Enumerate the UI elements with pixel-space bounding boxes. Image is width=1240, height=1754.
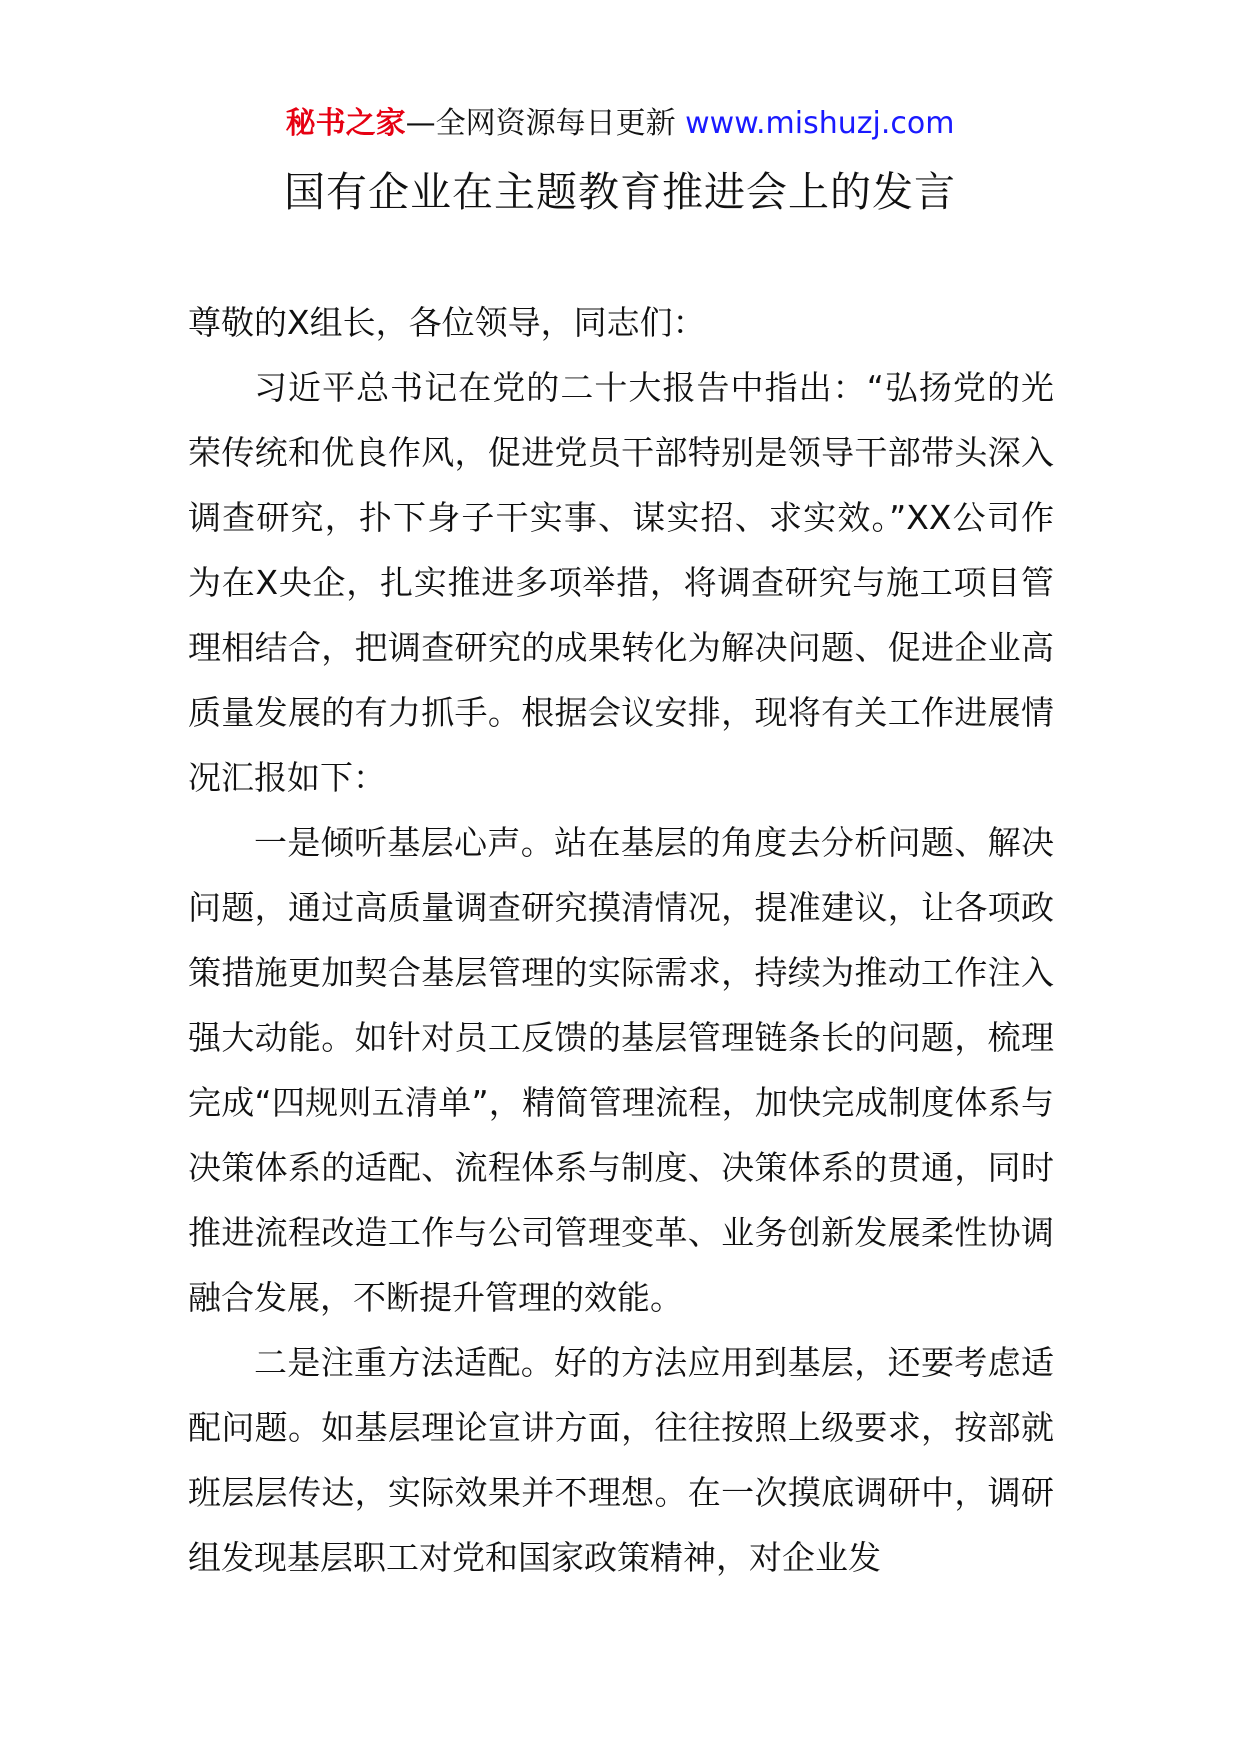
- paragraph-point-two: 二是注重方法适配。好的方法应用到基层，还要考虑适配问题。如基层理论宣讲方面，往往按照上级要求，按部就班层层传达，实际效果并不理想。在一次摸底调研中，调研组发现基层职工对党和国家政策精神，对企业发: [188, 1343, 1054, 1577]
- paragraph-point-one: 一是倾听基层心声。站在基层的角度去分析问题、解决问题，通过高质量调查研究摸清情况，提准建议，让各项政策措施更加契合基层管理的实际需求，持续为推动工作注入强大动能。如针对员工反馈的基层管理链条长的问题，梳理完成“四规则五清单”，精简管理流程，加快完成制度体系与决策体系的适配、流程体系与制度、决策体系的贯通，同时推进流程改造工作与公司管理变革、业务创新发展柔性协调融合发展，不断提升管理的效能。: [188, 823, 1054, 1317]
- document-body: [188, 290, 1054, 1590]
- salutation: 尊敬的X组长，各位领导，同志们：: [188, 303, 706, 342]
- site-url-link[interactable]: www.mishuzj.com: [685, 106, 955, 141]
- site-header: [0, 102, 1240, 146]
- brand-name: 秘书之家: [285, 106, 406, 141]
- paragraph-intro: 习近平总书记在党的二十大报告中指出：“弘扬党的光荣传统和优良作风，促进党员干部特别是领导干部带头深入调查研究，扑下身子干实事、谋实招、求实效。”XX公司作为在X央企，扎实推进多项举措，将调查研究与施工项目管理相结合，把调查研究的成果转化为解决问题、促进企业高质量发展的有力抓手。根据会议安排，现将有关工作进展情况汇报如下：: [188, 368, 1054, 797]
- header-tagline: —全网资源每日更新: [405, 106, 676, 141]
- document-title: 国有企业在主题教育推进会上的发言: [284, 168, 956, 216]
